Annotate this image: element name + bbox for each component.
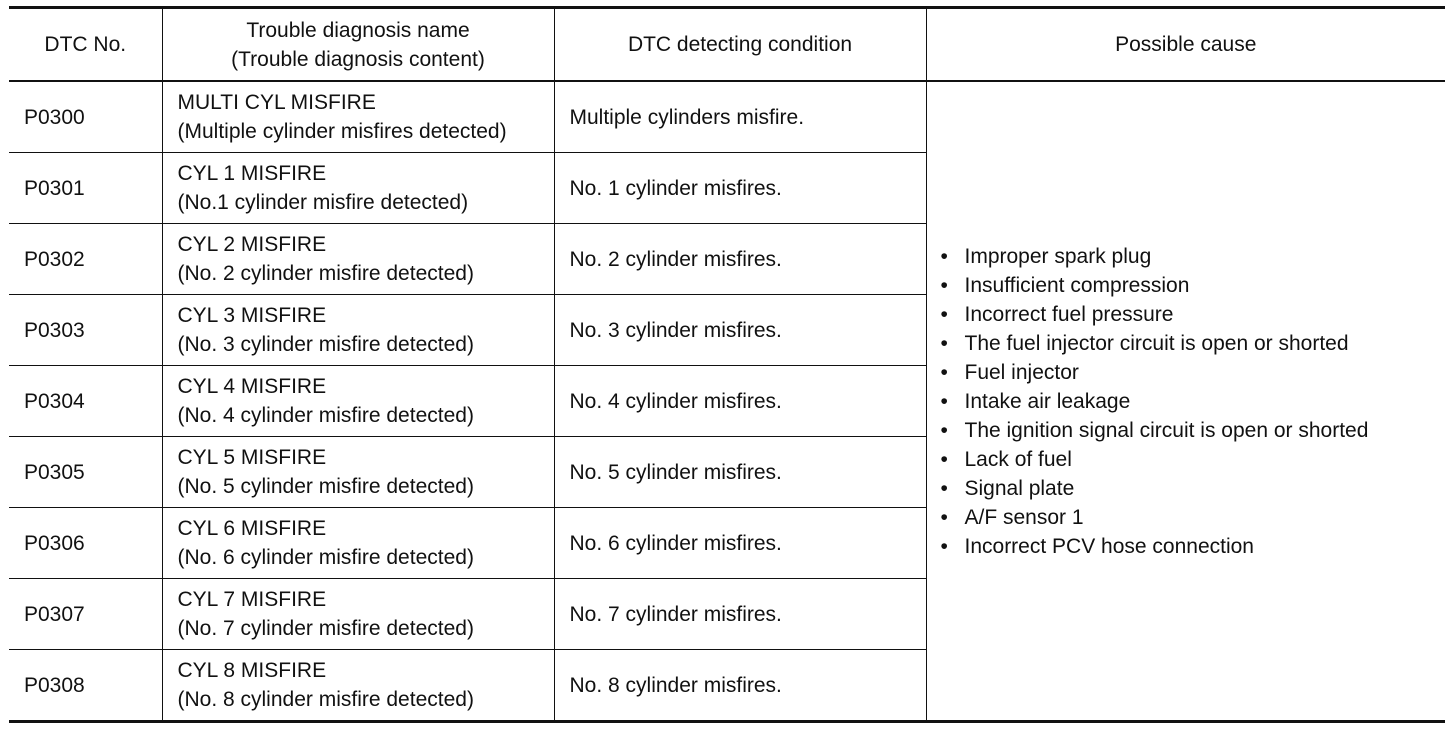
header-row [9,8,1445,82]
cause-item [941,329,1440,358]
bullet-icon: • [940,505,948,529]
diagnosis-name: CYL 5 MISFIRE [177,446,327,469]
cause-item [941,532,1440,561]
diagnosis-name-cell [162,437,554,508]
dtc-code-cell: P0301 [9,153,162,224]
cause-item [941,271,1440,300]
table-body [9,81,1445,722]
cause-text: The ignition signal circuit is open or shorted [964,418,1369,442]
diagnosis-name: CYL 4 MISFIRE [177,375,327,398]
diagnosis-name-cell [162,650,554,722]
diagnosis-name: CYL 6 MISFIRE [177,517,327,540]
cause-text: Signal plate [964,476,1075,500]
dtc-code-cell: P0305 [9,437,162,508]
bullet-icon: • [940,418,948,442]
cause-text: Lack of fuel [964,447,1072,471]
cause-item [941,358,1440,387]
header-trouble-diagnosis-name [162,8,554,82]
detecting-condition-cell: Multiple cylinders misfire. [554,81,926,153]
cause-text: Improper spark plug [964,244,1152,268]
cause-item [941,474,1440,503]
diagnosis-name: CYL 7 MISFIRE [177,588,327,611]
bullet-icon: • [940,331,948,355]
detecting-condition-cell: No. 4 cylinder misfires. [554,366,926,437]
cause-text: The fuel injector circuit is open or shorted [964,331,1349,355]
detecting-condition-cell: No. 7 cylinder misfires. [554,579,926,650]
possible-cause-list [941,242,1440,561]
table-row [9,81,1445,153]
bullet-icon: • [940,534,948,558]
cause-text: Fuel injector [964,360,1079,384]
dtc-code-cell: P0307 [9,579,162,650]
diagnosis-name: CYL 3 MISFIRE [177,304,327,327]
cause-item [941,503,1440,532]
bullet-icon: • [940,360,948,384]
diagnosis-content: (No. 3 cylinder misfire detected) [177,333,474,356]
bullet-icon: • [940,273,948,297]
diagnosis-content: (No. 5 cylinder misfire detected) [177,475,474,498]
table-header [9,8,1445,82]
cause-item [941,242,1440,271]
detecting-condition-cell: No. 8 cylinder misfires. [554,650,926,722]
diagnosis-name: CYL 1 MISFIRE [177,162,327,185]
dtc-code-cell: P0302 [9,224,162,295]
cause-text: Insufficient compression [964,273,1190,297]
dtc-table [9,6,1445,723]
diagnosis-content: (No.1 cylinder misfire detected) [177,191,469,214]
cause-item [941,445,1440,474]
dtc-code-cell: P0300 [9,81,162,153]
cause-text: Intake air leakage [964,389,1131,413]
cause-item [941,416,1440,445]
detecting-condition-cell: No. 1 cylinder misfires. [554,153,926,224]
detecting-condition-cell: No. 3 cylinder misfires. [554,295,926,366]
cause-item [941,387,1440,416]
diagnosis-content: (No. 7 cylinder misfire detected) [177,617,474,640]
cause-item [941,300,1440,329]
possible-cause-cell [926,81,1445,722]
header-possible-cause: Possible cause [926,8,1445,82]
diagnosis-name-cell [162,153,554,224]
dtc-code-cell: P0303 [9,295,162,366]
header-dtc-no: DTC No. [9,8,162,82]
header-name-line2: (Trouble diagnosis content) [231,47,485,71]
diagnosis-content: (No. 2 cylinder misfire detected) [177,262,474,285]
diagnosis-content: (No. 8 cylinder misfire detected) [177,688,474,711]
detecting-condition-cell: No. 5 cylinder misfires. [554,437,926,508]
header-name-line1: Trouble diagnosis name [246,18,470,42]
diagnosis-name: MULTI CYL MISFIRE [177,91,376,114]
diagnosis-name-cell [162,579,554,650]
dtc-code-cell: P0304 [9,366,162,437]
diagnosis-name-cell [162,81,554,153]
bullet-icon: • [940,447,948,471]
detecting-condition-cell: No. 6 cylinder misfires. [554,508,926,579]
diagnosis-name: CYL 2 MISFIRE [177,233,327,256]
header-detecting-condition: DTC detecting condition [554,8,926,82]
diagnosis-name: CYL 8 MISFIRE [177,659,327,682]
diagnosis-name-cell [162,366,554,437]
diagnosis-content: (No. 4 cylinder misfire detected) [177,404,474,427]
diagnosis-name-cell [162,224,554,295]
cause-text: Incorrect PCV hose connection [964,534,1254,558]
diagnosis-name-cell [162,508,554,579]
bullet-icon: • [940,389,948,413]
bullet-icon: • [940,244,948,268]
bullet-icon: • [940,476,948,500]
diagnosis-name-cell [162,295,554,366]
dtc-code-cell: P0308 [9,650,162,722]
dtc-code-cell: P0306 [9,508,162,579]
diagnosis-content: (No. 6 cylinder misfire detected) [177,546,474,569]
cause-text: A/F sensor 1 [964,505,1084,529]
cause-text: Incorrect fuel pressure [964,302,1174,326]
bullet-icon: • [940,302,948,326]
detecting-condition-cell: No. 2 cylinder misfires. [554,224,926,295]
diagnosis-content: (Multiple cylinder misfires detected) [177,120,507,143]
